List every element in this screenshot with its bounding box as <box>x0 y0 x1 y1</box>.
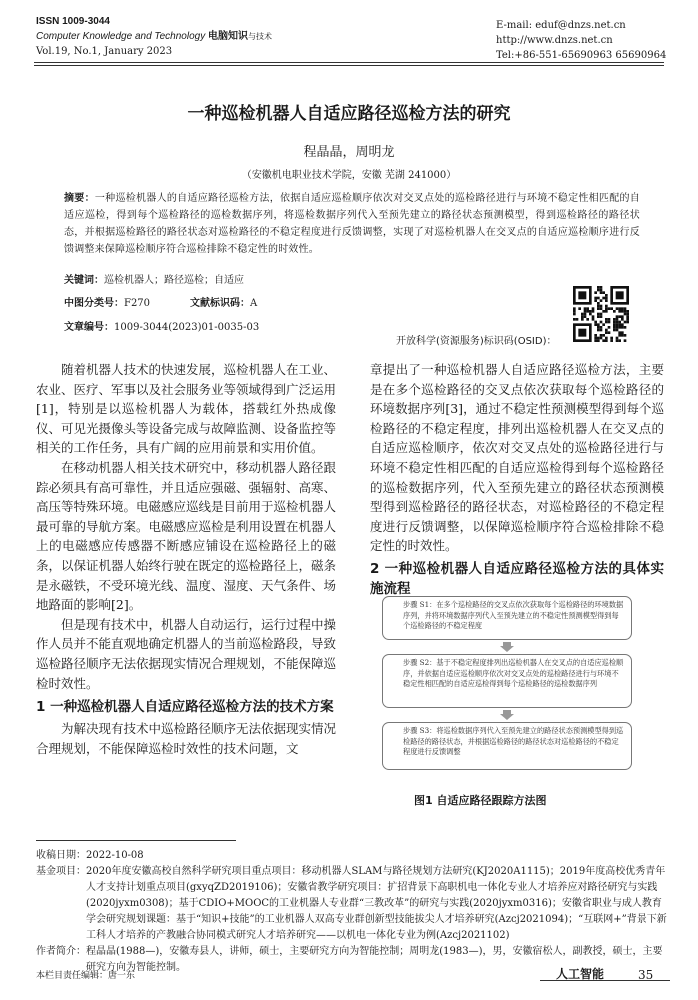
keywords <box>64 271 244 286</box>
journal-email: E-mail: eduf@dnzs.net.cn <box>496 20 626 31</box>
column-editor: 本栏目责任编辑：唐一东 <box>36 971 136 981</box>
section-heading-2: 2 一种巡检机器人自适应路径巡检方法的具体实施流程 <box>370 560 664 597</box>
fund-value: 2020年度安徽高校自然科学研究项目重点项目：移动机器人SLAM与路径规划方法研究(KJ2020A1115)；2019年度高校优秀青年人才支持计划重点项目(gxyqZD2019106)；安徽省教学研究项目：扩招背景下高职机电一体化专业人才培养应对路径研究与实践(2020jyxm0308)；基于CDIO+MOOC的工业机器人专业群“三教改革”的研究与实践(2020jyxm0316)；安徽省职业与成人教育学会研究规划课题：基于“知识+技能”的工业机器人双高专业群创新型技能拔尖人才培养研究(Azcj2021094)；“互联网+”背景下新工科人才培养的产教融合协同模式研究人才培养研究——以机电一体化专业为例(Azcj2021102) <box>86 866 667 941</box>
journal-tel: Tel:+86-551-65690963 65690964 <box>496 50 667 61</box>
right-column <box>370 360 664 599</box>
paragraph: 章提出了一种巡检机器人自适应路径巡检方法，主要是在多个巡检路径的交叉点依次获取每个巡检路径的环境数据序列[3]，通过不稳定性预测模型得到每个巡检路径的不稳定程度，排列出巡检机器人在交叉点的自适应巡检顺序，依次对交叉点处的巡检路径进行与环境不稳定性相匹配的自适应巡检得到每个巡检路径的巡检数据序列，代入至预先建立的路径状态预测模型得到巡检路径的路径状态，对巡检路径的不稳定程度进行反馈调整，以保障巡检顺序符合巡检排除不稳定性的时效性。 <box>370 362 664 554</box>
page-number: 35 <box>638 968 654 982</box>
abstract <box>64 190 640 258</box>
article-affiliation: （安徽机电职业技术学院，安徽 芜湖 241000） <box>241 170 457 181</box>
figure-caption: 图1 自适应路径跟踪方法图 <box>414 794 547 807</box>
paragraph: 为解决现有技术中巡检路径顺序无法依据现实情况合理规划，不能保障巡检时效性的技术问题，文 <box>36 721 337 756</box>
journal-header-left <box>36 14 272 59</box>
author-label: 作者简介： <box>36 946 86 957</box>
clc-label: 中图分类号： <box>64 298 124 309</box>
received-label: 收稿日期： <box>36 850 86 861</box>
header-rule-top <box>34 62 664 63</box>
flow-step-s2: 步骤 S2：基于不稳定程度排列出巡检机器人在交叉点的自适应巡检顺序，并依据自适应巡检顺序依次对交叉点处的巡检路径进行与环境不稳定性相匹配的自适应巡检得到每个巡检路径的巡检数据序列 <box>382 654 632 708</box>
journal-name-cn-small: 与技术 <box>247 32 272 41</box>
section-heading-1: 1 一种巡检机器人自适应路径巡检方法的技术方案 <box>36 699 334 716</box>
clc-value: F270 <box>124 298 151 309</box>
journal-website: http://www.dnzs.net.cn <box>496 35 613 46</box>
volume-info: Vol.19, No.1, January 2023 <box>36 46 173 57</box>
article-authors: 程晶晶，周明龙 <box>303 145 395 160</box>
article-number-label: 文章编号： <box>64 322 114 333</box>
keywords-label: 关键词： <box>64 275 104 286</box>
author-value: 程晶晶(1988—)，安徽寿县人，讲师，硕士，主要研究方向为智能控制；周明龙(1983—)，男，安徽宿松人，副教授，硕士，主要研究方向为智能控制。 <box>86 946 663 973</box>
article-number-value: 1009-3044(2023)01-0035-03 <box>114 322 260 333</box>
doc-code-value: A <box>250 298 258 309</box>
journal-name-cn: 电脑知识 <box>207 31 248 42</box>
footnote-rule <box>36 840 236 841</box>
header-rule-bottom <box>34 65 664 66</box>
received-value: 2022-10-08 <box>86 850 144 861</box>
article-number <box>64 318 259 333</box>
abstract-text: 一种巡检机器人的自适应路径巡检方法，依据自适应巡检顺序依次对交叉点处的巡检路径进行与环境不稳定性相匹配的自适应巡检，得到每个巡检路径的巡检数据序列，将巡检数据序列代入至预先建立的路径状态预测模型，得到巡检路径的路径状态，并根据巡检路径的路径状态对巡检路径的不稳定程度进行反馈调整，实现了对巡检机器人在交叉点的自适应巡检顺序进行反馈调整来保障巡检顺序符合巡检排除不稳定性的时效性。 <box>64 193 640 255</box>
section-name: 人工智能 <box>556 967 605 981</box>
journal-name-en: Computer Knowledge and Technology <box>36 31 206 42</box>
footnotes <box>36 848 668 976</box>
flow-step-s1: 步骤 S1：在多个巡检路径的交叉点依次获取每个巡检路径的环境数据序列，并将环境数据序列代入至预先建立的不稳定性预测模型得到每个巡检路径的不稳定程度 <box>382 596 632 640</box>
paragraph: 但是现有技术中，机器人自动运行，运行过程中操作人员并不能直观地确定机器人的当前巡检路段，导致巡检路径顺序无法依据现实情况合理规划，不能保障巡检时效性。 <box>36 616 337 691</box>
left-column <box>36 360 336 758</box>
flowchart <box>382 596 634 778</box>
arrow-down-icon <box>500 642 514 652</box>
journal-header-right <box>496 18 666 63</box>
keywords-text: 巡检机器人；路径巡检；自适应 <box>104 275 244 286</box>
fund-label: 基金项目： <box>36 866 86 877</box>
classification <box>64 294 257 309</box>
fund-info <box>36 864 668 944</box>
doc-code-label: 文献标识码： <box>190 298 251 309</box>
footer-rule <box>540 980 670 981</box>
received-date <box>36 848 668 864</box>
abstract-label: 摘要： <box>64 193 95 204</box>
journal-name <box>36 29 272 44</box>
issn: ISSN 1009-3044 <box>36 16 110 27</box>
paragraph: 在移动机器人相关技术研究中，移动机器人路径跟踪必须具有高可靠性，并且适应强磁、强辐射、高寒、高压等特殊环境。电磁感应巡线是目前用于巡检机器人最可靠的导航方案。电磁感应巡检是利用设置在机器人上的电磁感应传感器不断感应铺设在巡检路径上的磁条，以保证机器人始终行驶在既定的巡检路径上，磁条是永磁铁，不受环境光线、温度、湿度、天气条件、场地路面的影响[2]。 <box>36 459 337 613</box>
paragraph: 随着机器人技术的快速发展，巡检机器人在工业、农业、医疗、军事以及社会服务业等领域得到广泛运用[1]，特别是以巡检机器人为载体，搭载红外热成像仪、可见光摄像头等设备完成与故障监测、设备监控等相关的工作任务，具有广阔的应用前景和实用价值。 <box>36 362 337 456</box>
osid-label: 开放科学(资源服务)标识码(OSID)： <box>396 336 557 347</box>
osid-qr-code <box>573 286 629 342</box>
flow-step-s3: 步骤 S3：将巡检数据序列代入至预先建立的路径状态预测模型得到巡检路径的路径状态，并根据巡检路径的路径状态对巡检路径的不稳定程度进行反馈调整 <box>382 722 632 770</box>
arrow-down-icon <box>500 710 514 720</box>
article-title: 一种巡检机器人自适应路径巡检方法的研究 <box>187 104 511 124</box>
